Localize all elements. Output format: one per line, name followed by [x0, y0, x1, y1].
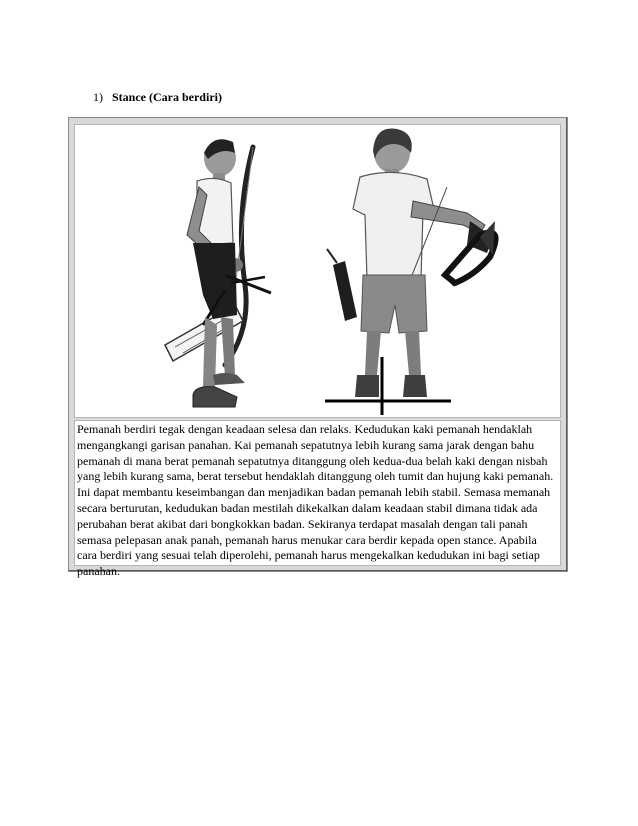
- archer-front-view: [325, 128, 496, 415]
- section-title: Stance (Cara berdiri): [112, 90, 222, 104]
- archer-side-view: [165, 139, 271, 407]
- stance-description: Pemanah berdiri tegak dengan keadaan selesa dan relaks. Kedudukan kaki pemanah hendaklah mengangkangi garisan panahan. Kai pemanah sepatutnya lebih kurang sama jarak dengan bahu pemanah di mana berat pemanah sepatutnya ditanggung oleh kedua-dua belah kaki dengan nisbah yang lebih kurang sama, berat tersebut hendaklah ditanggung oleh tumit dan hujung kaki pemanah. Ini dapat membantu keseimbangan dan menjadikan badan pemanah lebih stabil. Semasa memanah secara berturutan, kedudukan badan mestilah dikekalkan dalam keadaan stabil dimana tidak ada perubahan berat akibat dari bongkokkan badan. Sekiranya terdapat masalah dengan tali panah semasa pelepasan anak panah, pemanah harus menukar cara berdir kepada open stance. Apabila cara berdiri yang sesuai telah diperolehi, pemanah harus mengekalkan kedudukan ini bagi setiap panahan.: [74, 420, 561, 566]
- section-number: 1): [93, 90, 103, 104]
- figure-table: [68, 117, 568, 579]
- archer-figures-image: [75, 125, 560, 417]
- section-heading: [93, 90, 222, 104]
- stance-illustration: [74, 124, 561, 418]
